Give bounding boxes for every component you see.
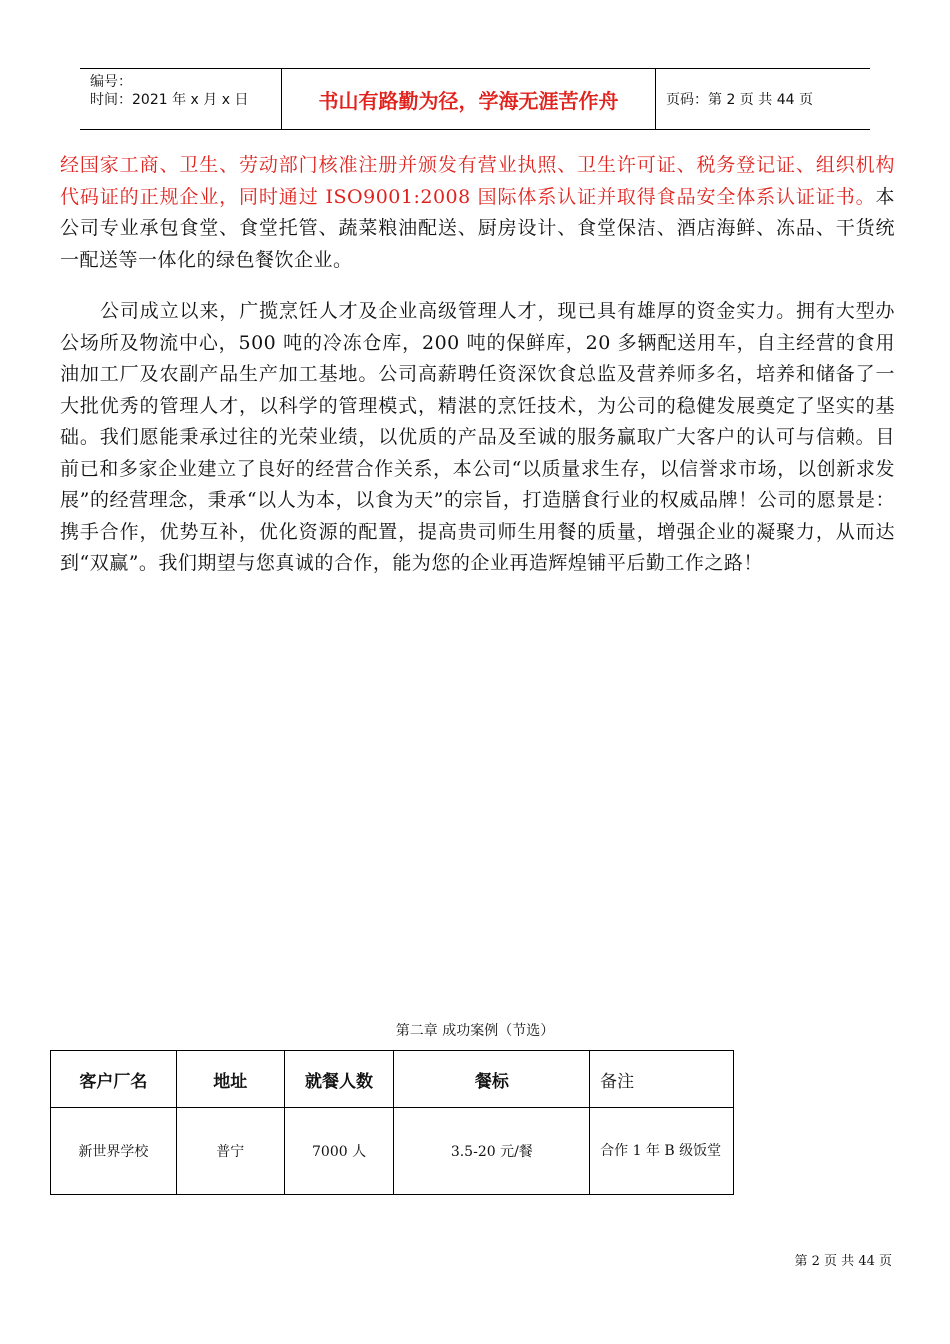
certification-text: 经国家工商、卫生、劳动部门核准注册并颁发有营业执照、卫生许可证、税务登记证、组织机构代码证的正规企业，同时通过 ISO9001:2008 国际体系认证并取得食品安全体系认证证书。 [60, 154, 895, 208]
col-header-diners: 就餐人数 [284, 1051, 394, 1108]
success-cases-table [50, 1050, 734, 1195]
company-paragraph: 公司成立以来，广揽烹饪人才及企业高级管理人才，现已具有雄厚的资金实力。拥有大型办公场所及物流中心，500 吨的冷冻仓库，200 吨的保鲜库，20 多辆配送用车，自主经营的食用油加工厂及农副产品生产加工基地。公司高薪聘任资深饮食总监及营养师多名，培养和储备了一大批优秀的管理人才，以科学的管理模式，精湛的烹饪技术，为公司的稳健发展奠定了坚实的基础。我们愿能秉承过往的光荣业绩，以优质的产品及至诚的服务赢取广大客户的认可与信赖。目前已和多家企业建立了良好的经营合作关系，本公司“以质量求生存，以信誉求市场，以创新求发展”的经营理念，秉承“以人为本，以食为天”的宗旨，打造膳食行业的权威品牌！公司的愿景是：携手合作，优势互补，优化资源的配置，提高贵司师生用餐的质量，增强企业的凝聚力，从而达到“双赢”。我们期望与您真诚的合作，能为您的企业再造辉煌铺平后勤工作之路！ [60, 300, 895, 574]
header-page-number: 页码：第 2 页 共 44 页 [666, 92, 813, 108]
header-slogan: 书山有路勤为径，学海无涯苦作舟 [282, 69, 656, 129]
business-scope-text: 本公司专业承包食堂、食堂托管、蔬菜粮油配送、厨房设计、食堂保洁、酒店海鲜、冻品、干货统一配送等一体化的绿色餐饮企业。 [60, 185, 895, 271]
col-header-meal-standard: 餐标 [394, 1051, 590, 1108]
col-header-address: 地址 [176, 1051, 284, 1108]
time-label: 时间：2021 年 x 月 x 日 [90, 92, 249, 108]
col-header-remarks: 备注 [590, 1051, 734, 1108]
table-row [51, 1108, 734, 1195]
header-meta [80, 69, 282, 129]
page-header [80, 68, 870, 130]
number-label: 编号： [90, 74, 132, 90]
footer-page-number: 第 2 页 共 44 页 [794, 1254, 892, 1269]
section-caption: 第二章 成功案例（节选） [395, 1023, 555, 1039]
col-header-client: 客户厂名 [51, 1051, 177, 1108]
cell-remarks: 合作 1 年 B 级饭堂 [590, 1108, 734, 1195]
cell-client: 新世界学校 [51, 1108, 177, 1195]
cell-diners: 7000 人 [284, 1108, 394, 1195]
cell-meal-standard: 3.5-20 元/餐 [394, 1108, 590, 1195]
cell-address: 普宁 [176, 1108, 284, 1195]
intro-paragraph [60, 150, 895, 276]
table-header-row [51, 1051, 734, 1108]
